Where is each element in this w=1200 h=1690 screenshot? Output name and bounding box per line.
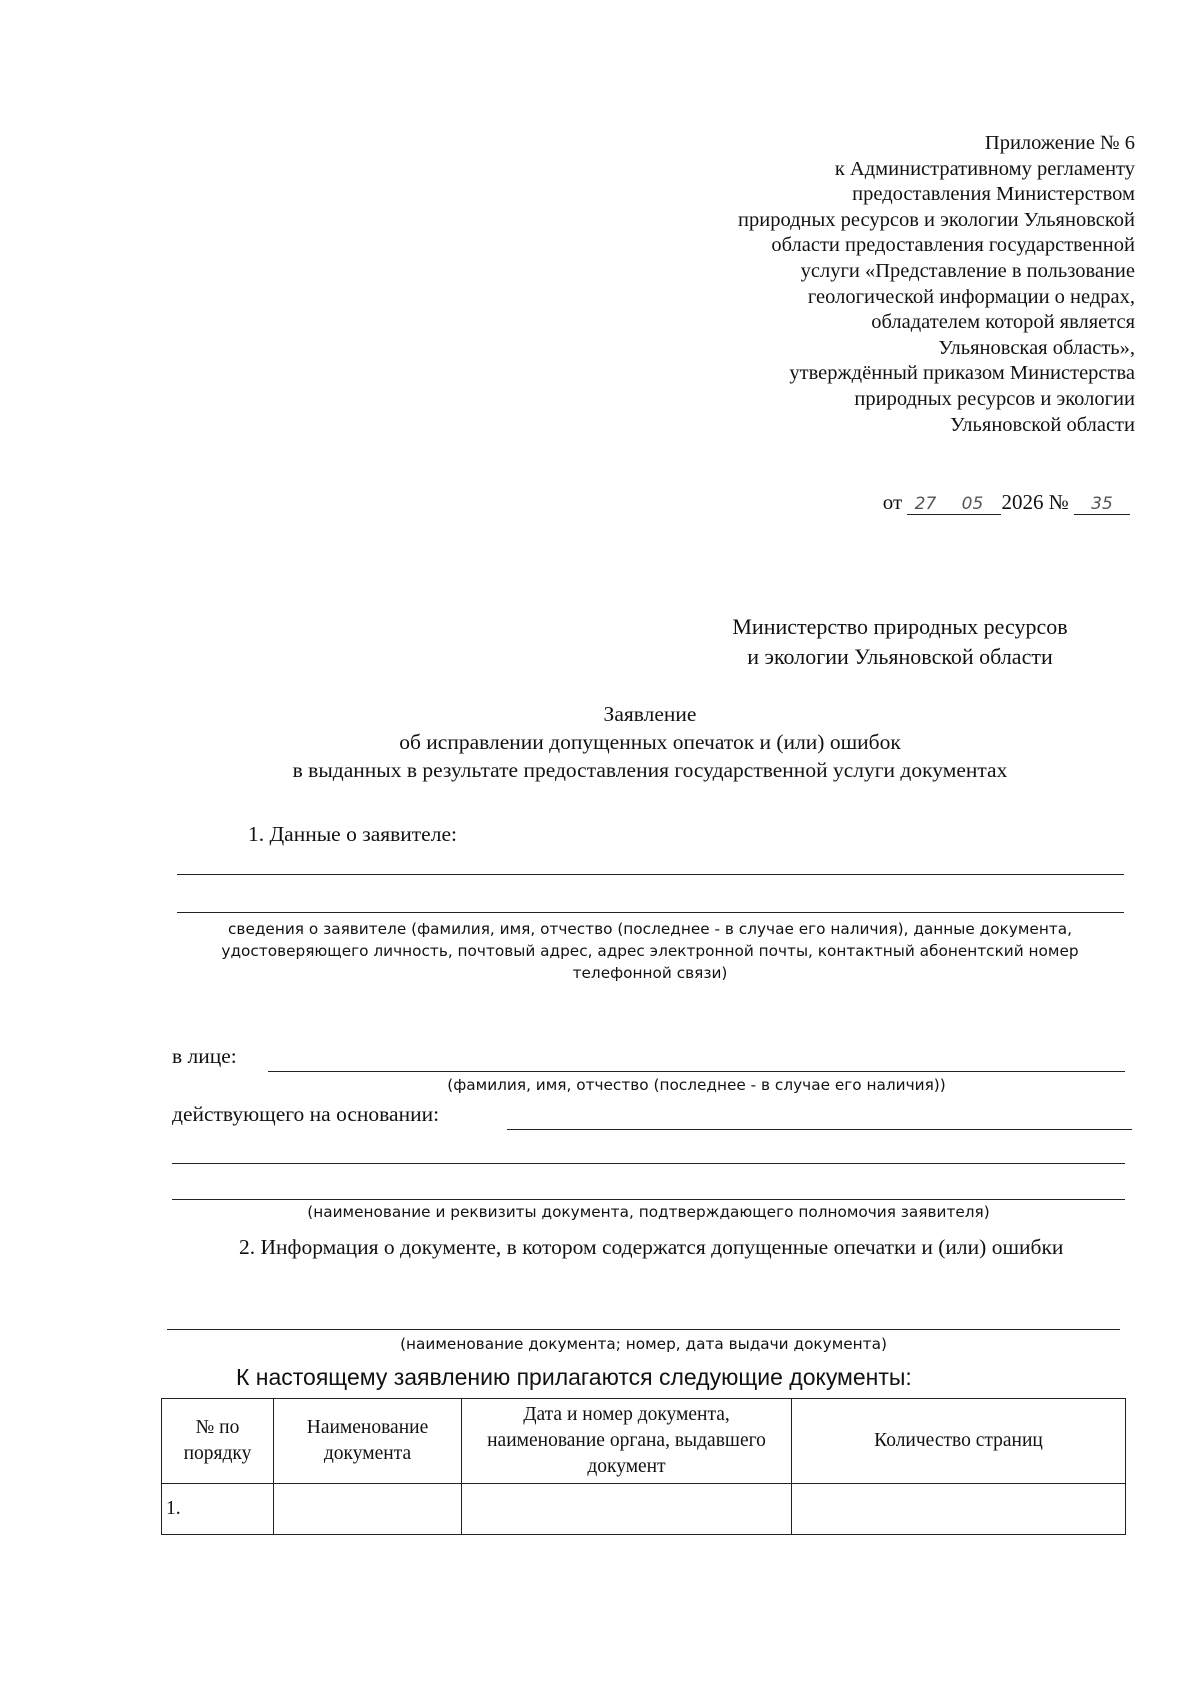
addressee-line: Министерство природных ресурсов <box>732 614 1068 639</box>
basis-field-line-3[interactable] <box>172 1199 1125 1200</box>
in-person-field-line[interactable] <box>268 1071 1125 1072</box>
appendix-line: Ульяновской области <box>950 413 1135 436</box>
column-header: Дата и номер документа, наименование органа, выдавшего документ <box>462 1399 792 1484</box>
addressee <box>680 612 1120 672</box>
table-cell[interactable]: 1. <box>162 1484 274 1535</box>
appendix-line: Приложение № 6 <box>984 132 1135 154</box>
in-person-caption: (фамилия, имя, отчество (последнее - в случае его наличия)) <box>447 1076 946 1094</box>
document-title <box>150 700 1150 784</box>
table-row <box>162 1484 1126 1535</box>
document-info-field-line[interactable] <box>167 1329 1120 1330</box>
column-header: Количество страниц <box>792 1399 1126 1484</box>
table-cell[interactable] <box>274 1484 462 1535</box>
basis-field-line-1[interactable] <box>507 1129 1132 1130</box>
date-prefix: от <box>882 490 903 514</box>
applicant-caption: сведения о заявителе (фамилия, имя, отчество (последнее - в случае его наличия), данные документа, удостоверяющего личность, почтовый адрес, адрес электронной почты, контактный абонентский номер телефонной связи) <box>221 920 1079 982</box>
date-day: 27 <box>907 494 943 515</box>
section-applicant-heading: 1. Данные о заявителе: <box>248 822 457 846</box>
table-header-row <box>162 1399 1126 1484</box>
appendix-header <box>738 131 1135 438</box>
applicant-field-line-1[interactable] <box>177 874 1124 875</box>
table-cell[interactable] <box>792 1484 1126 1535</box>
appendix-line: природных ресурсов и экологии Ульяновской <box>738 208 1135 231</box>
date-month: 05 <box>943 494 1001 515</box>
in-person-label: в лице: <box>172 1044 237 1068</box>
table-cell[interactable] <box>462 1484 792 1535</box>
appendix-line: утверждённый приказом Министерства <box>789 362 1135 385</box>
appendix-line: услуги «Представление в пользование <box>800 259 1135 282</box>
appendix-line: Ульяновская область», <box>938 336 1135 359</box>
section-document-info: 2. Информация о документе, в котором содержатся допущенные опечатки и (или) ошибки <box>239 1235 1064 1259</box>
title-line: об исправлении допущенных опечаток и (или) ошибок <box>399 730 901 754</box>
appendix-line: обладателем которой является <box>871 311 1135 334</box>
order-number: 35 <box>1074 494 1130 515</box>
order-date-line <box>883 490 1130 515</box>
appendix-line: предоставления Министерством <box>852 183 1135 206</box>
title-line: в выданных в результате предоставления государственной услуги документах <box>292 758 1008 782</box>
title-line: Заявление <box>603 702 697 726</box>
attachments-heading: К настоящему заявлению прилагаются следующие документы: <box>236 1364 912 1390</box>
basis-caption: (наименование и реквизиты документа, подтверждающего полномочия заявителя) <box>307 1203 990 1221</box>
date-year: 2026 № <box>1001 490 1069 514</box>
appendix-line: природных ресурсов и экологии <box>854 387 1135 410</box>
basis-label: действующего на основании: <box>172 1102 440 1126</box>
addressee-line: и экологии Ульяновской области <box>747 644 1053 669</box>
column-header: Наименование документа <box>274 1399 462 1484</box>
appendix-line: к Административному регламенту <box>834 157 1135 180</box>
applicant-field-line-2[interactable] <box>177 912 1124 913</box>
document-info-caption: (наименование документа; номер, дата выдачи документа) <box>400 1335 887 1353</box>
basis-field-line-2[interactable] <box>172 1163 1125 1164</box>
appendix-line: геологической информации о недрах, <box>807 285 1135 308</box>
column-header: № по порядку <box>162 1399 274 1484</box>
appendix-line: области предоставления государственной <box>771 234 1135 257</box>
attachments-table <box>161 1398 1126 1535</box>
